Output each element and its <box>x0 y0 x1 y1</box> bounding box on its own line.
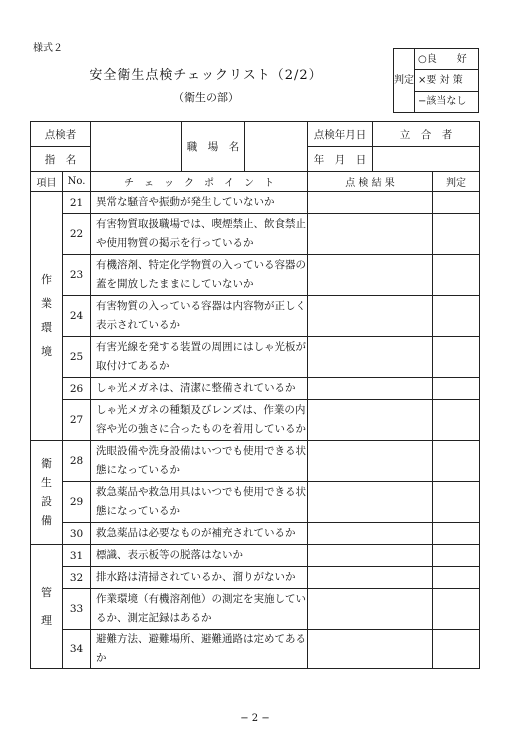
checkpoint-text: 有害光線を発する装置の周囲にはしゃ光板が取付けてあるか <box>91 337 308 378</box>
item-number: 26 <box>63 378 91 400</box>
col-header-result: 点 検 結 果 <box>308 172 433 192</box>
item-number: 32 <box>63 567 91 589</box>
document-subtitle: （衛生の部） <box>173 91 239 104</box>
category-work-environment: 作 業 環 境 <box>31 192 63 441</box>
judgement-field[interactable] <box>433 482 480 523</box>
checkpoint-text: 救急薬品や救急用具はいつでも使用できる状態になっているか <box>91 482 308 523</box>
result-field[interactable] <box>308 482 433 523</box>
checkpoint-text: 標識、表示板等の脱落はないか <box>91 545 308 567</box>
result-field[interactable] <box>308 192 433 214</box>
judgement-field[interactable] <box>433 441 480 482</box>
judgement-field[interactable] <box>433 192 480 214</box>
item-number: 21 <box>63 192 91 214</box>
legend-good: ○良 好 <box>415 49 479 70</box>
result-field[interactable] <box>308 567 433 589</box>
checkpoint-text: 救急薬品は必要なものが補充されているか <box>91 523 308 545</box>
judgement-field[interactable] <box>433 589 480 630</box>
result-field[interactable] <box>308 214 433 255</box>
checkpoint-text: 有害物質取扱職場では、喫煙禁止、飲食禁止や使用物質の掲示を行っているか <box>91 214 308 255</box>
item-number: 31 <box>63 545 91 567</box>
judgement-field[interactable] <box>433 214 480 255</box>
item-number: 29 <box>63 482 91 523</box>
checkpoint-text: 有機溶剤、特定化学物質の入っている容器の蓋を開放したままにしていないか <box>91 255 308 296</box>
name-label: 指 名 <box>31 147 91 172</box>
workplace-field[interactable] <box>245 122 308 172</box>
category-management: 管 理 <box>31 545 63 669</box>
judgement-field[interactable] <box>433 523 480 545</box>
page-number: − 2 − <box>240 713 270 724</box>
form-number: 様式２ <box>33 43 63 54</box>
result-field[interactable] <box>308 378 433 400</box>
result-field[interactable] <box>308 630 433 669</box>
table-row <box>31 296 480 337</box>
judgement-field[interactable] <box>433 630 480 669</box>
judgement-field[interactable] <box>433 400 480 441</box>
item-number: 22 <box>63 214 91 255</box>
table-row <box>31 523 480 545</box>
item-number: 30 <box>63 523 91 545</box>
table-row <box>31 545 480 567</box>
checkpoint-text: しゃ光メガネの種類及びレンズは、作業の内容や光の強さに合ったものを着用しているか <box>91 400 308 441</box>
checkpoint-text: 有害物質の入っている容器は内容物が正しく表示されているか <box>91 296 308 337</box>
inspection-date-label: 点検年月日 <box>308 122 373 147</box>
result-field[interactable] <box>308 523 433 545</box>
table-row <box>31 192 480 214</box>
judgement-field[interactable] <box>433 337 480 378</box>
col-header-judgement: 判定 <box>433 172 480 192</box>
document-title: 安全衛生点検チェックリスト（2/2） <box>89 68 323 83</box>
checkpoint-text: 排水路は清掃されているか、溜りがないか <box>91 567 308 589</box>
legend-not-applicable: −該当なし <box>415 91 479 112</box>
col-header-category: 項目 <box>31 172 63 192</box>
result-field[interactable] <box>308 337 433 378</box>
judgement-field[interactable] <box>433 296 480 337</box>
legend-action-needed: ×要 対 策 <box>415 70 479 91</box>
checklist-table <box>30 121 480 669</box>
checkpoint-text: 洗眼設備や洗身設備はいつでも使用できる状態になっているか <box>91 441 308 482</box>
judgement-legend <box>393 48 479 113</box>
result-field[interactable] <box>308 441 433 482</box>
table-row <box>31 441 480 482</box>
table-row <box>31 214 480 255</box>
item-number: 24 <box>63 296 91 337</box>
witness-label: 立 合 者 <box>373 122 480 147</box>
table-row <box>31 255 480 296</box>
checkpoint-text: しゃ光メガネは、清潔に整備されているか <box>91 378 308 400</box>
judgement-field[interactable] <box>433 567 480 589</box>
col-header-checkpoint: チ ェ ッ ク ポ イ ン ト <box>91 172 308 192</box>
table-row <box>31 400 480 441</box>
legend-judge-label: 判定 <box>394 49 415 113</box>
table-row <box>31 589 480 630</box>
checkpoint-text: 作業環境（有機溶剤他）の測定を実施しているか、測定記録はあるか <box>91 589 308 630</box>
inspection-date-field[interactable]: 年 月 日 <box>308 147 373 172</box>
table-row <box>31 337 480 378</box>
inspector-label: 点検者 <box>31 122 91 147</box>
item-number: 27 <box>63 400 91 441</box>
item-number: 25 <box>63 337 91 378</box>
table-row <box>31 567 480 589</box>
inspector-name-field[interactable] <box>91 122 182 172</box>
judgement-field[interactable] <box>433 255 480 296</box>
item-number: 33 <box>63 589 91 630</box>
result-field[interactable] <box>308 296 433 337</box>
result-field[interactable] <box>308 545 433 567</box>
witness-field[interactable] <box>373 147 480 172</box>
checkpoint-text: 異常な騒音や振動が発生していないか <box>91 192 308 214</box>
result-field[interactable] <box>308 255 433 296</box>
judgement-field[interactable] <box>433 378 480 400</box>
item-number: 23 <box>63 255 91 296</box>
item-number: 34 <box>63 630 91 669</box>
table-row <box>31 482 480 523</box>
item-number: 28 <box>63 441 91 482</box>
workplace-label: 職 場 名 <box>182 122 245 172</box>
result-field[interactable] <box>308 589 433 630</box>
table-row <box>31 630 480 669</box>
category-hygiene-equipment: 衛 生 設 備 <box>31 441 63 545</box>
checkpoint-text: 避難方法、避難場所、避難通路は定めてあるか <box>91 630 308 669</box>
result-field[interactable] <box>308 400 433 441</box>
judgement-field[interactable] <box>433 545 480 567</box>
col-header-no: No. <box>63 172 91 192</box>
table-row <box>31 378 480 400</box>
